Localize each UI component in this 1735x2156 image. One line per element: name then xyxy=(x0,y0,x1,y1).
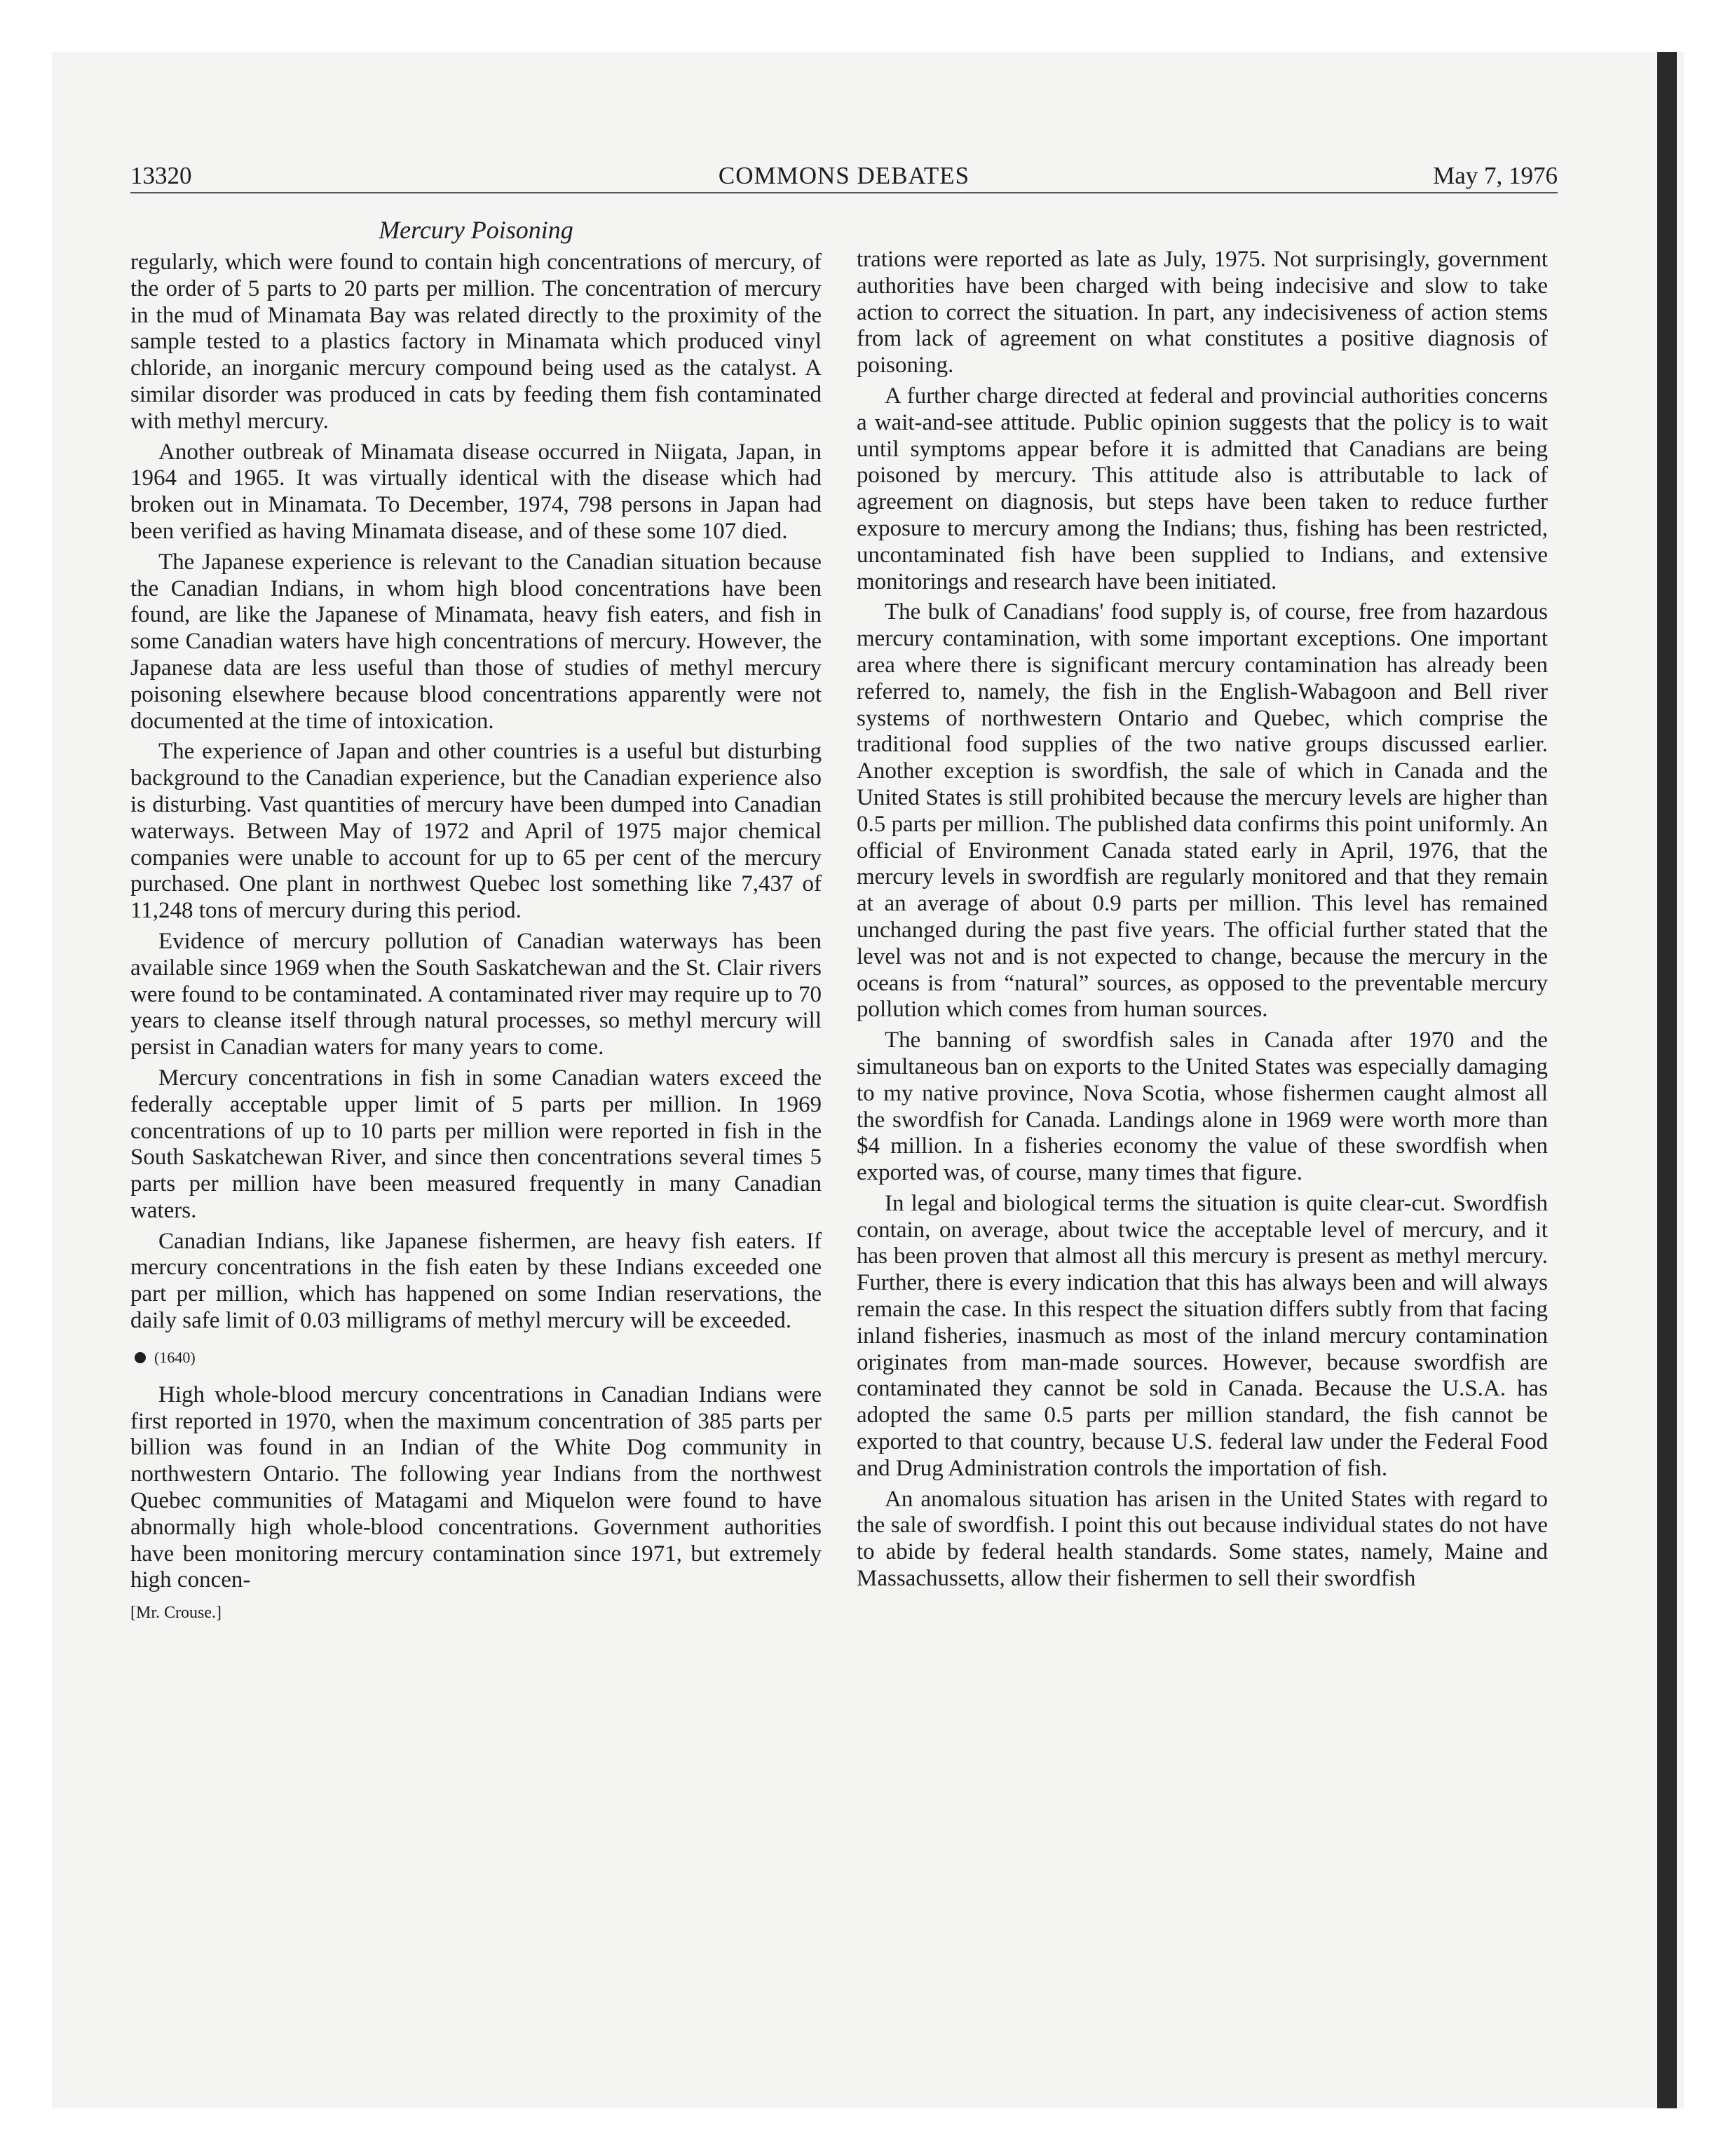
paragraph: Mercury concentrations in fish in some Canadian waters exceed the federally acceptable upper limit of 5 parts per million. In 1969 concentrations of up to 10 parts per million were reported in fish in the South Saskatchewan River, and since then concentrations several times 5 parts per million have been measured frequently in many Canadian waters. xyxy=(130,1065,822,1223)
paragraph: A further charge directed at federal and provincial authorities concerns a wait-and-see attitude. Public opinion suggests that the policy is to wait until symptoms appear before it is admitted that Canadians are being poisoned by mercury. This attitude also is attributable to lack of agreement on diagnosis, but steps have been taken to reduce further exposure to mercury among the Indians; thus, fishing has been restricted, uncontaminated fish have been supplied to Indians, and extensive monitorings and research have been initiated. xyxy=(857,383,1548,594)
paragraph: Another outbreak of Minamata disease occurred in Niigata, Japan, in 1964 and 1965. It was virtually identical with the disease which had broken out in Minamata. To December, 1974, 798 persons in Japan had been verified as having Minamata disease, and of these some 107 died. xyxy=(130,439,822,544)
bullet-icon xyxy=(135,1352,146,1363)
paragraph: The banning of swordfish sales in Canada after 1970 and the simultaneous ban on exports to the United States was especially damaging to my native province, Nova Scotia, whose fishermen caught almost all the swordfish for Canada. Landings alone in 1969 were worth more than $4 million. In a fisheries economy the value of these swordfish when exported was, of course, many times that figure. xyxy=(857,1028,1548,1186)
paragraph: Evidence of mercury pollution of Canadian waterways has been available since 1969 when the South Saskatchewan and the St. Clair rivers were found to be contaminated. A contaminated river may require up to 70 years to cleanse itself through natural processes, so methyl mercury will persist in Canadian waters for many years to come. xyxy=(130,928,822,1060)
page-number: 13320 xyxy=(130,162,192,189)
paragraph: High whole-blood mercury concentrations in Canadian Indians were first reported in 1970, when the maximum concentration of 385 parts per billion was found in an Indian of the White Dog community in northwestern Ontario. The following year Indians from the northwest Quebec communities of Matagami and Miquelon were found to have abnormally high whole-blood concentrations. Government authorities have been monitoring mercury contamination since 1971, but extremely high concen- xyxy=(130,1381,822,1593)
scan-edge-shadow xyxy=(1657,52,1677,2108)
header-date: May 7, 1976 xyxy=(1433,162,1558,189)
publication-title: COMMONS DEBATES xyxy=(718,162,970,189)
paragraph: The bulk of Canadians' food supply is, of course, free from hazardous mercury contamination, with some important exceptions. One important area where there is significant mercury contamination has already been referred to, namely, the fish in the English-Wabagoon and Bell river systems of northwestern Ontario and Quebec, which comprise the traditional food supplies of the two native groups discussed earlier. Another exception is swordfish, the sale of which in Canada and the United States is still prohibited because the mercury levels are higher than 0.5 parts per million. The published data confirms this point uniformly. An official of Environment Canada stated early in April, 1976, that the mercury levels in swordfish are regularly monitored and that they remain at an average of about 0.9 parts per million. This level has remained unchanged during the past five years. The official further stated that the level was not and is not expected to change, because the mercury in the oceans is from “natural” sources, as opposed to the preventable mercury pollution which comes from human sources. xyxy=(857,599,1548,1023)
paragraph: The experience of Japan and other countries is a useful but disturbing background to the Canadian experience, but the Canadian experience also is disturbing. Vast quantities of mercury have been dumped into Canadian waterways. Between May of 1972 and April of 1975 major chemical companies were unable to account for up to 65 per cent of the mercury purchased. One plant in northwest Quebec lost something like 7,437 of 11,248 tons of mercury during this period. xyxy=(130,739,822,924)
paragraph: The Japanese experience is relevant to the Canadian situation because the Canadian Indians, in whom high blood concentrations have been found, are like the Japanese of Minamata, heavy fish eaters, and fish in some Canadian waters have high concentrations of mercury. However, the Japanese data are less useful than those of studies of methyl mercury poisoning elsewhere because blood concentrations apparently were not documented at the time of intoxication. xyxy=(130,549,822,734)
page-header xyxy=(130,160,1558,193)
paragraph: In legal and biological terms the situation is quite clear-cut. Swordfish contain, on average, about twice the acceptable level of mercury, and it has been proven that almost all this mercury is present as methyl mercury. Further, there is every indication that this has always been and will always remain the case. In this respect the situation differs subtly from that facing inland fisheries, inasmuch as most of the inland mercury contamination originates from man-made sources. However, because swordfish are contaminated they cannot be sold in Canada. Because the U.S.A. has adopted the same 0.5 parts per million standard, the fish cannot be exported to that country, because U.S. federal law under the Federal Food and Drug Administration controls the importation of fish. xyxy=(857,1190,1548,1481)
paragraph: trations were reported as late as July, 1975. Not surprisingly, government authorities have been charged with being indecisive and slow to take action to correct the situation. In part, any indecisiveness of action stems from lack of agreement on what constitutes a positive diagnosis of poisoning. xyxy=(857,247,1548,378)
right-column xyxy=(857,247,1548,1597)
speaker-attribution: [Mr. Crouse.] xyxy=(130,1604,222,1623)
paragraph: Canadian Indians, like Japanese fishermen, are heavy fish eaters. If mercury concentrations in the fish eaten by these Indians exceeded one part per million, which has happened on some Indian reservations, the daily safe limit of 0.03 milligrams of methyl mercury will be exceeded. xyxy=(130,1228,822,1334)
section-title: Mercury Poisoning xyxy=(379,216,573,244)
time-marker-label: (1640) xyxy=(154,1348,196,1366)
time-marker xyxy=(130,1347,822,1368)
left-column xyxy=(130,250,822,1623)
paragraph: regularly, which were found to contain high concentrations of mercury, of the order of 5 parts to 20 parts per million. The concentration of mercury in the mud of Minamata Bay was related directly to the proximity of the sample tested to a plastics factory in Minamata which produced vinyl chloride, an inorganic mercury compound being used as the catalyst. A similar disorder was produced in cats by feeding them fish contaminated with methyl mercury. xyxy=(130,250,822,434)
paragraph: An anomalous situation has arisen in the United States with regard to the sale of swordfish. I point this out because individual states do not have to abide by federal health standards. Some states, namely, Maine and Massachussetts, allow their fishermen to sell their swordfish xyxy=(857,1486,1548,1592)
